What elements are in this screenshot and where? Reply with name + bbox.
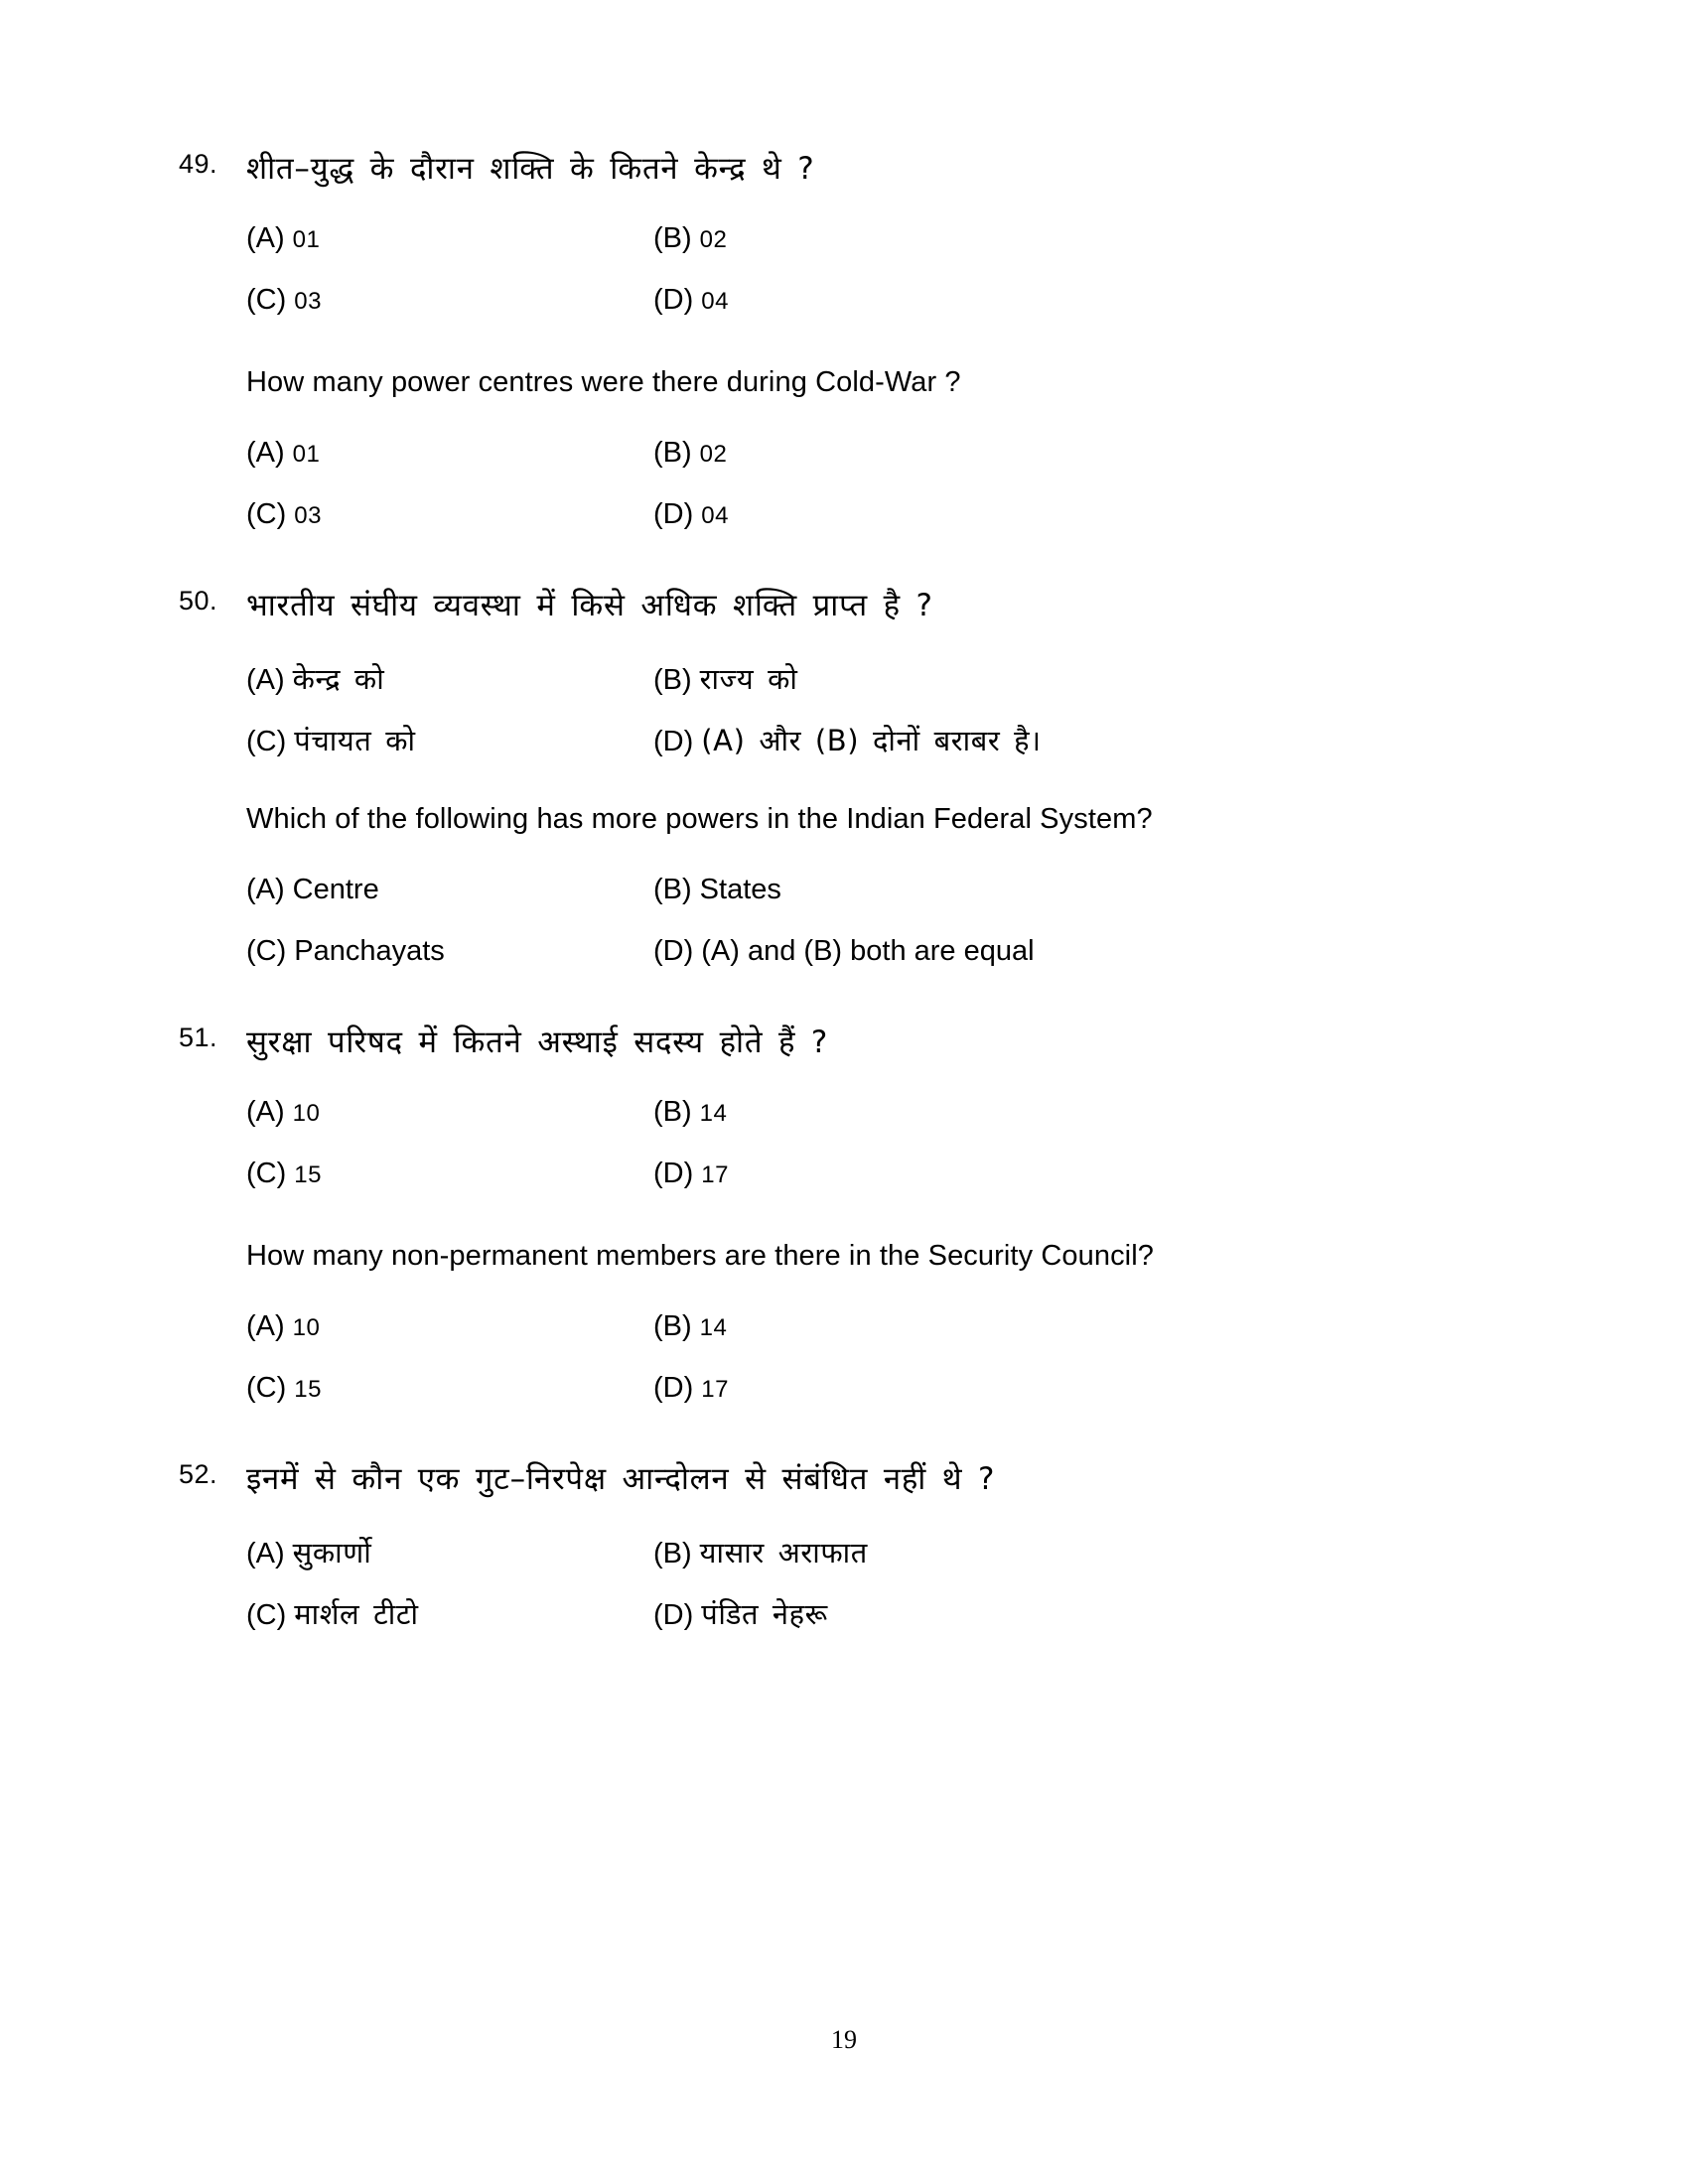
page-number: 19 xyxy=(831,2025,857,2054)
spacer xyxy=(246,1433,1458,1459)
question-number-49: 49. xyxy=(179,149,218,179)
question-text-hindi-50: भारतीय संघीय व्यवस्था में किसे अधिक शक्ति प्राप्त है ? xyxy=(246,588,933,623)
option-value: 17 xyxy=(701,1376,729,1403)
question-block-50 xyxy=(179,586,1458,997)
question-number-51: 51. xyxy=(179,1023,218,1052)
option-value: 15 xyxy=(294,1161,322,1188)
option-d[interactable] xyxy=(653,1594,1458,1633)
option-c[interactable] xyxy=(246,1372,653,1405)
question-text-english-49: How many power centres were there during Cold-War ? xyxy=(246,366,961,398)
option-value: केन्द्र को xyxy=(292,662,385,696)
question-text-hindi-51: सुरक्षा परिषद में कितने अस्थाई सदस्य होते हैं ? xyxy=(246,1024,829,1060)
option-row xyxy=(246,1372,1458,1433)
option-label: (B) xyxy=(653,874,692,905)
question-block-52 xyxy=(179,1459,1458,1656)
option-label: (B) xyxy=(653,664,692,696)
option-value: (A) और (B) दोनों बराबर है। xyxy=(701,724,1042,757)
option-d[interactable] xyxy=(653,498,1458,531)
option-c[interactable] xyxy=(246,1158,653,1190)
option-value: पंडित नेहरू xyxy=(701,1597,828,1631)
option-b[interactable] xyxy=(653,437,1458,470)
option-value: 14 xyxy=(699,1314,728,1341)
question-list xyxy=(179,149,1458,1656)
option-row xyxy=(246,1533,1458,1594)
options-hindi-50 xyxy=(246,659,1458,782)
option-label: (D) xyxy=(653,1372,694,1404)
option-value: 02 xyxy=(699,226,728,253)
question-stem-english-50 xyxy=(246,800,1458,862)
option-row xyxy=(246,721,1458,782)
option-row xyxy=(246,659,1458,721)
option-a[interactable] xyxy=(246,659,653,698)
question-block-49 xyxy=(179,149,1458,560)
option-value: 03 xyxy=(294,288,322,315)
option-a[interactable] xyxy=(246,222,653,255)
option-label: (A) xyxy=(246,437,285,469)
question-stem-hindi-50 xyxy=(179,586,1458,647)
option-label: (B) xyxy=(653,1310,692,1342)
spacer xyxy=(246,560,1458,586)
question-text-english-51: How many non-permanent members are there in the Security Council? xyxy=(246,1240,1154,1272)
options-hindi-51 xyxy=(246,1096,1458,1219)
option-label: (D) xyxy=(653,726,694,757)
options-english-51 xyxy=(246,1310,1458,1433)
option-c[interactable] xyxy=(246,935,653,968)
option-row xyxy=(246,498,1458,560)
option-label: (B) xyxy=(653,1096,692,1128)
option-value: 01 xyxy=(292,226,321,253)
option-d[interactable] xyxy=(653,935,1458,968)
question-text-hindi-49: शीत–युद्ध के दौरान शक्ति के कितने केन्द्र थे ? xyxy=(246,151,815,187)
option-a[interactable] xyxy=(246,437,653,470)
option-label: (B) xyxy=(653,437,692,469)
option-a[interactable] xyxy=(246,1310,653,1343)
option-label: (A) xyxy=(246,1096,285,1128)
options-hindi-49 xyxy=(246,222,1458,345)
question-stem-hindi-51 xyxy=(179,1023,1458,1084)
option-c[interactable] xyxy=(246,1594,653,1633)
option-label: (D) xyxy=(653,498,694,530)
option-value: 02 xyxy=(699,441,728,468)
option-row xyxy=(246,935,1458,997)
option-label: (A) xyxy=(246,874,285,905)
option-label: (C) xyxy=(246,498,287,530)
option-row xyxy=(246,437,1458,498)
question-text-english-50: Which of the following has more powers in the Indian Federal System? xyxy=(246,803,1153,835)
options-english-49 xyxy=(246,437,1458,560)
option-label: (C) xyxy=(246,935,287,967)
option-a[interactable] xyxy=(246,1533,653,1571)
option-value: (A) and (B) both are equal xyxy=(701,935,1035,967)
option-c[interactable] xyxy=(246,721,653,759)
question-stem-english-49 xyxy=(246,363,1458,425)
question-number-50: 50. xyxy=(179,586,218,615)
option-label: (C) xyxy=(246,1158,287,1189)
question-number-52: 52. xyxy=(179,1459,218,1489)
option-value: 10 xyxy=(292,1314,321,1341)
option-label: (B) xyxy=(653,1538,692,1570)
option-value: 01 xyxy=(292,441,321,468)
option-value: यासार अराफात xyxy=(699,1536,868,1570)
option-label: (D) xyxy=(653,284,694,316)
option-row xyxy=(246,222,1458,284)
option-value: 17 xyxy=(701,1161,729,1188)
option-b[interactable] xyxy=(653,1096,1458,1129)
option-c[interactable] xyxy=(246,284,653,317)
option-value: States xyxy=(699,874,781,905)
option-value: 10 xyxy=(292,1100,321,1127)
option-row xyxy=(246,1158,1458,1219)
option-b[interactable] xyxy=(653,1533,1458,1571)
option-label: (A) xyxy=(246,1538,285,1570)
question-text-hindi-52: इनमें से कौन एक गुट–निरपेक्ष आन्दोलन से संबंधित नहीं थे ? xyxy=(246,1461,996,1497)
option-value: Panchayats xyxy=(294,935,445,967)
spacer xyxy=(246,782,1458,800)
option-d[interactable] xyxy=(653,1372,1458,1405)
option-label: (D) xyxy=(653,1599,694,1631)
option-row xyxy=(246,284,1458,345)
option-value: राज्य को xyxy=(699,662,798,696)
spacer xyxy=(246,997,1458,1023)
option-b[interactable] xyxy=(653,1310,1458,1343)
option-label: (D) xyxy=(653,935,694,967)
option-value: 15 xyxy=(294,1376,322,1403)
option-value: 03 xyxy=(294,502,322,529)
option-c[interactable] xyxy=(246,498,653,531)
option-label: (C) xyxy=(246,1372,287,1404)
option-row xyxy=(246,1594,1458,1656)
option-label: (C) xyxy=(246,1599,287,1631)
option-label: (A) xyxy=(246,222,285,254)
option-label: (D) xyxy=(653,1158,694,1189)
option-value: सुकार्णो xyxy=(292,1536,372,1570)
option-value: पंचायत को xyxy=(294,724,416,757)
option-d[interactable] xyxy=(653,284,1458,317)
spacer xyxy=(246,345,1458,363)
question-stem-english-51 xyxy=(246,1237,1458,1298)
option-label: (A) xyxy=(246,1310,285,1342)
option-value: Centre xyxy=(292,874,379,905)
question-stem-hindi-49 xyxy=(179,149,1458,210)
question-block-51 xyxy=(179,1023,1458,1433)
option-value: 04 xyxy=(701,288,729,315)
option-a[interactable] xyxy=(246,1096,653,1129)
option-row xyxy=(246,1096,1458,1158)
option-b[interactable] xyxy=(653,659,1458,698)
option-d[interactable] xyxy=(653,721,1458,759)
option-value: 04 xyxy=(701,502,729,529)
option-label: (B) xyxy=(653,222,692,254)
options-english-50 xyxy=(246,874,1458,997)
option-d[interactable] xyxy=(653,1158,1458,1190)
option-label: (C) xyxy=(246,284,287,316)
option-a[interactable] xyxy=(246,874,653,906)
options-hindi-52 xyxy=(246,1533,1458,1656)
option-value: मार्शल टीटो xyxy=(294,1597,419,1631)
option-value: 14 xyxy=(699,1100,728,1127)
spacer xyxy=(246,1219,1458,1237)
option-b[interactable] xyxy=(653,874,1458,906)
option-row xyxy=(246,1310,1458,1372)
option-row xyxy=(246,874,1458,935)
option-label: (C) xyxy=(246,726,287,757)
option-label: (A) xyxy=(246,664,285,696)
option-b[interactable] xyxy=(653,222,1458,255)
question-stem-hindi-52 xyxy=(179,1459,1458,1521)
